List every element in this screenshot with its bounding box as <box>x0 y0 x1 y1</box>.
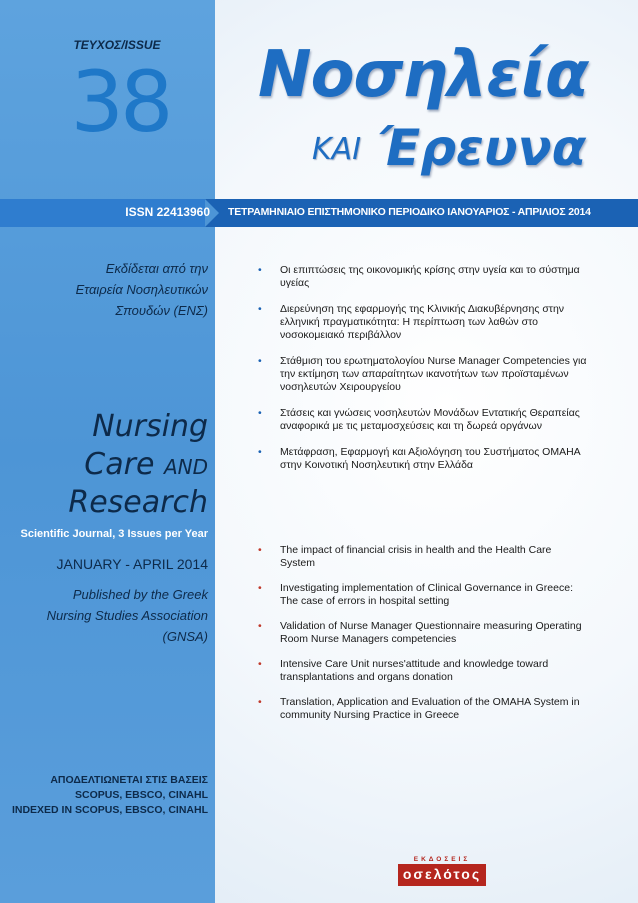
list-item <box>258 544 588 570</box>
publisher-line: Εκδίδεται από την <box>105 261 208 276</box>
list-item <box>258 446 588 472</box>
list-item <box>258 696 588 722</box>
issn-number: ISSN 22413960 <box>125 205 210 219</box>
title-english-care-word: Care <box>84 447 155 482</box>
issue-number: 38 <box>70 53 170 151</box>
title-english-research: Research <box>68 485 208 520</box>
journal-title-greek: Νοσηλεία <box>258 38 588 112</box>
article-title: Intensive Care Unit nurses'attitude and knowledge toward transplantations and organs donation <box>280 658 549 683</box>
title-english-and: AND <box>163 455 208 479</box>
article-title: Validation of Nurse Manager Questionnaire measuring Operating Room Nurse Managers competencies <box>280 620 582 645</box>
publisher-logo-text: οσελότος <box>402 866 482 882</box>
article-title: Translation, Application and Evaluation of the OMAHA System in community Nursing Practice in Greece <box>280 696 580 721</box>
bullet-icon: • <box>258 446 262 458</box>
list-item <box>258 355 588 394</box>
articles-list-english <box>258 544 588 722</box>
bullet-icon: • <box>258 264 262 276</box>
indexing-line: SCOPUS, EBSCO, CINAHL <box>74 789 208 801</box>
bullet-icon: • <box>258 355 262 367</box>
publisher-english <box>20 584 208 647</box>
list-item <box>258 658 588 684</box>
journal-frequency: Scientific Journal, 3 Issues per Year <box>20 528 208 540</box>
bullet-icon: • <box>258 620 262 632</box>
publisher-line: Nursing Studies Association <box>46 608 208 623</box>
article-title: The impact of financial crisis in health and the Health Care System <box>280 544 552 569</box>
bullet-icon: • <box>258 303 262 315</box>
bullet-icon: • <box>258 658 262 670</box>
bullet-icon: • <box>258 407 262 419</box>
publisher-line: (GNSA) <box>162 629 208 644</box>
publisher-line: Σπουδών (ΕΝΣ) <box>115 303 208 318</box>
list-item <box>258 264 588 290</box>
issue-date: JANUARY - APRIL 2014 <box>56 556 208 572</box>
publisher-line: Published by the Greek <box>72 587 208 602</box>
article-title: Μετάφραση, Εφαρμογή και Αξιολόγηση του Συστήματος OMAHA στην Κοινοτική Νοσηλευτική στην Ελλάδα <box>280 446 581 471</box>
journal-title-conjunction: ΚΑΙ <box>312 132 362 167</box>
bullet-icon: • <box>258 582 262 594</box>
article-title: Investigating implementation of Clinical Governance in Greece: The case of errors in hospital setting <box>280 582 573 607</box>
bullet-icon: • <box>258 544 262 556</box>
publisher-greek <box>20 258 208 321</box>
journal-title-second-word: Έρευνα <box>378 119 587 177</box>
band-description: ΤΕΤΡΑΜΗΝΙΑΙΟ ΕΠΙΣΤΗΜΟΝΙΚΟ ΠΕΡΙΟΔΙΚΟ ΙΑΝΟΥΑΡΙΟΣ - ΑΠΡΙΛΙΟΣ 2014 <box>228 206 591 218</box>
article-title: Διερεύνηση της εφαρμογής της Κλινικής Διακυβέρνησης στην ελληνική πραγματικότητα: Η περίπτωση των λαθών στο νοσοκομειακό περιβάλλον <box>280 303 565 341</box>
indexing-greek <box>10 773 208 803</box>
issue-label: ΤΕΥΧΟΣ/ISSUE <box>73 38 161 52</box>
title-english-nursing: Nursing <box>92 409 208 444</box>
publisher-logo-subtitle: ΕΚΔΟΣΕΙΣ <box>413 856 471 863</box>
list-item <box>258 303 588 342</box>
list-item <box>258 407 588 433</box>
article-title: Οι επιπτώσεις της οικονομικής κρίσης στην υγεία και το σύστημα υγείας <box>280 264 580 289</box>
publisher-line: Εταιρεία Νοσηλευτικών <box>75 282 208 297</box>
indexing-english: INDEXED IN SCOPUS, EBSCO, CINAHL <box>11 804 208 816</box>
article-title: Στάθμιση του ερωτηματολογίου Nurse Manager Competencies για την εκτίμηση των απαραίτητων ικανοτήτων των προϊσταμένων νοσηλευτών Χειρουργείου <box>280 355 587 393</box>
articles-list-greek <box>258 264 588 472</box>
indexing-line: ΑΠΟΔΕΛΤΙΩΝΕΤΑΙ ΣΤΙΣ ΒΑΣΕΙΣ <box>50 774 208 786</box>
list-item <box>258 582 588 608</box>
list-item <box>258 620 588 646</box>
title-english-care <box>20 446 208 486</box>
article-title: Στάσεις και γνώσεις νοσηλευτών Μονάδων Εντατικής Θεραπείας αναφορικά με τις μεταμοσχεύσεις και τη δωρεά οργάνων <box>280 407 580 432</box>
bullet-icon: • <box>258 696 262 708</box>
